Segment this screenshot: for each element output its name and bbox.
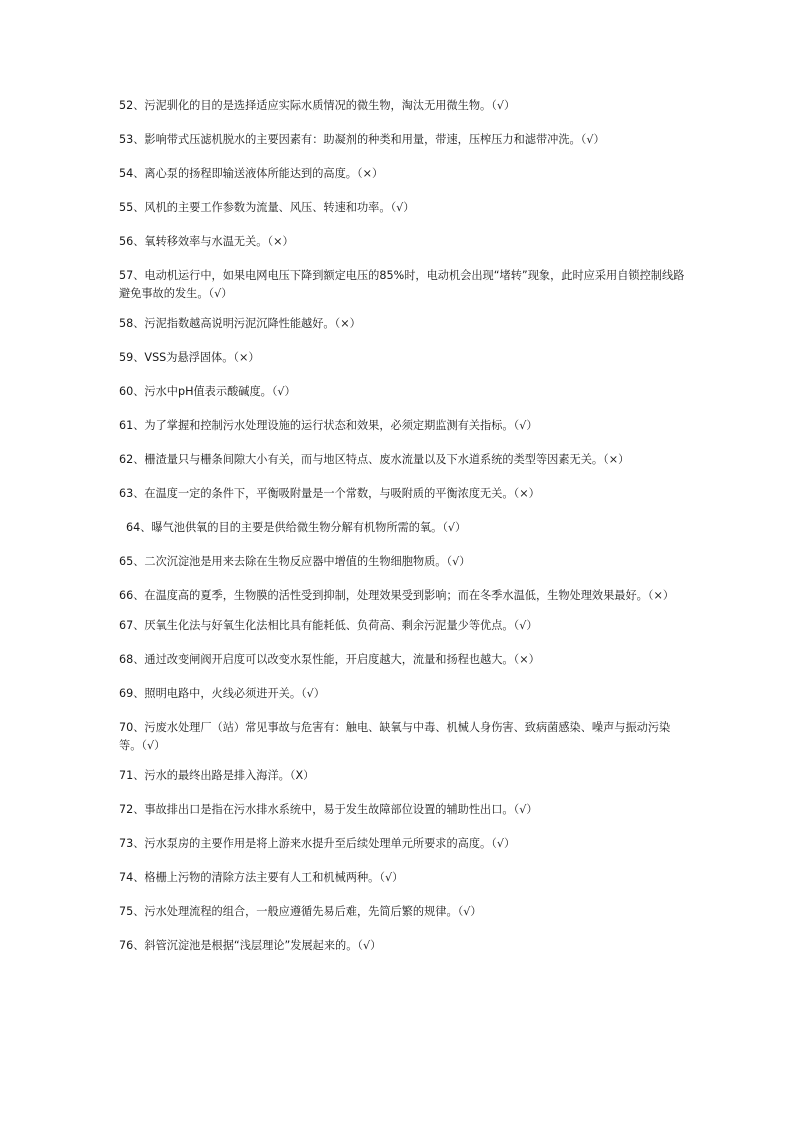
- list-item: 59、VSS为悬浮固体。（×）: [119, 351, 260, 364]
- list-item: 73、污水泵房的主要作用是将上游来水提升至后续处理单元所要求的高度。（√）: [119, 837, 516, 850]
- list-item: 57、电动机运行中，如果电网电压下降到额定电压的85%时，电动机会出现“堵转”现象，此时应采用自锁控制线路避免事故的发生。（√）: [119, 269, 685, 300]
- list-item: 53、影响带式压滤机脱水的主要因素有：助凝剂的种类和用量，带速，压榨压力和滤带冲洗。（√）: [119, 133, 605, 146]
- list-item: 67、厌氧生化法与好氧生化法相比具有能耗低、负荷高、剩余污泥量少等优点。（√）: [119, 619, 538, 632]
- list-item: 72、事故排出口是指在污水排水系统中，易于发生故障部位设置的辅助性出口。（√）: [119, 803, 538, 816]
- list-item: 75、污水处理流程的组合，一般应遵循先易后难，先简后繁的规律。（√）: [119, 905, 482, 918]
- list-item: 61、为了掌握和控制污水处理设施的运行状态和效果，必须定期监测有关指标。（√）: [119, 419, 538, 432]
- list-item: 62、栅渣量只与栅条间隙大小有关，而与地区特点、废水流量以及下水道系统的类型等因素无关。（×）: [119, 453, 630, 466]
- list-item: 52、污泥驯化的目的是选择适应实际水质情况的微生物，淘汰无用微生物。（√）: [119, 99, 516, 112]
- list-item: 65、二次沉淀池是用来去除在生物反应器中增值的生物细胞物质。（√）: [119, 555, 471, 568]
- list-item: 63、在温度一定的条件下，平衡吸附量是一个常数，与吸附质的平衡浓度无关。（×）: [119, 487, 540, 500]
- list-item: 58、污泥指数越高说明污泥沉降性能越好。（×）: [119, 317, 361, 330]
- list-item: 66、在温度高的夏季，生物膜的活性受到抑制，处理效果受到影响；而在冬季水温低，生物处理效果最好。（×）: [119, 589, 675, 602]
- list-item: 71、污水的最终出路是排入海洋。（X）: [119, 769, 315, 782]
- list-item: 76、斜管沉淀池是根据“浅层理论”发展起来的。（√）: [119, 939, 382, 952]
- list-item: 55、风机的主要工作参数为流量、风压、转速和功率。（√）: [119, 201, 415, 214]
- question-list: [119, 97, 687, 971]
- list-item: 68、通过改变闸阀开启度可以改变水泵性能，开启度越大，流量和扬程也越大。（×）: [119, 653, 540, 666]
- list-item: 69、照明电路中，火线必须进开关。（√）: [119, 687, 325, 700]
- list-item: 54、离心泵的扬程即输送液体所能达到的高度。（×）: [119, 167, 384, 180]
- list-item: 64、曝气池供氧的目的主要是供给微生物分解有机物所需的氧。（√）: [126, 521, 467, 534]
- list-item: 74、格栅上污物的清除方法主要有人工和机械两种。（√）: [119, 871, 404, 884]
- list-item: 60、污水中pH值表示酸碱度。（√）: [119, 385, 296, 398]
- list-item: 70、污废水处理厂（站）常见事故与危害有：触电、缺氧与中毒、机械人身伤害、致病菌感染、噪声与振动污染等。（√）: [119, 721, 671, 752]
- list-item: 56、氧转移效率与水温无关。（×）: [119, 235, 294, 248]
